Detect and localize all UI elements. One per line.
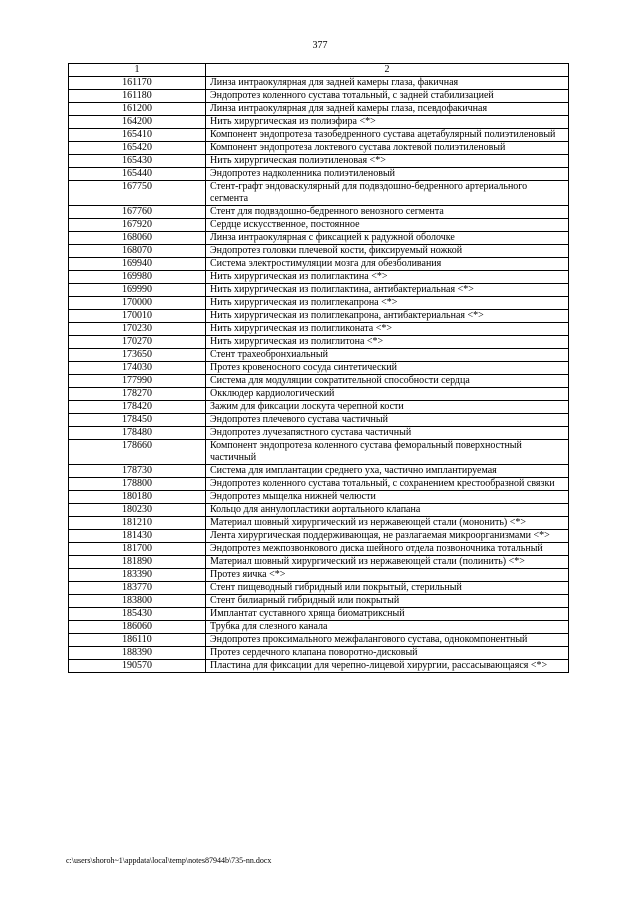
row-code-cell: 181890 [69, 556, 206, 569]
row-name-cell: Лента хирургическая поддерживающая, не разлагаемая микроорганизмами <*> [206, 530, 569, 543]
page-number: 377 [312, 40, 328, 51]
row-code-cell: 178800 [69, 478, 206, 491]
row-name-cell: Линза интраокулярная для задней камеры глаза, псевдофакичная [206, 103, 569, 116]
table-row [69, 90, 569, 103]
row-code-cell: 168060 [69, 232, 206, 245]
row-name-cell: Эндопротез межпозвонкового диска шейного отдела позвоночника тотальный [206, 543, 569, 556]
row-code-cell: 170270 [69, 336, 206, 349]
row-name-cell: Система для модуляции сократительной способности сердца [206, 375, 569, 388]
row-name-cell: Стент трахеобронхиальный [206, 349, 569, 362]
row-name-cell: Нить хирургическая полиэтиленовая <*> [206, 155, 569, 168]
row-name-cell: Эндопротез надколенника полиэтиленовый [206, 168, 569, 181]
row-code-cell: 167750 [69, 181, 206, 206]
table-row [69, 142, 569, 155]
row-code-cell: 181430 [69, 530, 206, 543]
table-row [69, 284, 569, 297]
table-row [69, 375, 569, 388]
row-code-cell: 165430 [69, 155, 206, 168]
row-code-cell: 181700 [69, 543, 206, 556]
column-header-name: 2 [206, 64, 569, 77]
table-row [69, 103, 569, 116]
row-code-cell: 178660 [69, 440, 206, 465]
row-code-cell: 183770 [69, 582, 206, 595]
table-row [69, 440, 569, 465]
row-code-cell: 177990 [69, 375, 206, 388]
row-code-cell: 178450 [69, 414, 206, 427]
table-row [69, 427, 569, 440]
table-row [69, 258, 569, 271]
row-name-cell: Нить хирургическая из полиглитона <*> [206, 336, 569, 349]
table-row [69, 517, 569, 530]
table-row [69, 465, 569, 478]
table-row [69, 232, 569, 245]
row-name-cell: Компонент эндопротеза коленного сустава феморальный поверхностный частичный [206, 440, 569, 465]
row-name-cell: Материал шовный хирургический из нержавеющей стали (мононить) <*> [206, 517, 569, 530]
row-code-cell: 169940 [69, 258, 206, 271]
table-body [69, 77, 569, 673]
table-row [69, 362, 569, 375]
row-code-cell: 165440 [69, 168, 206, 181]
row-name-cell: Компонент эндопротеза тазобедренного сустава ацетабулярный полиэтиленовый [206, 129, 569, 142]
row-code-cell: 178270 [69, 388, 206, 401]
table-row [69, 491, 569, 504]
row-code-cell: 183800 [69, 595, 206, 608]
row-name-cell: Компонент эндопротеза локтевого сустава локтевой полиэтиленовый [206, 142, 569, 155]
column-header-code: 1 [69, 64, 206, 77]
table-header-row [69, 64, 569, 77]
table-row [69, 634, 569, 647]
row-code-cell: 186060 [69, 621, 206, 634]
row-code-cell: 180230 [69, 504, 206, 517]
row-name-cell: Эндопротез проксимального межфалангового сустава, однокомпонентный [206, 634, 569, 647]
table-row [69, 310, 569, 323]
row-name-cell: Эндопротез плечевого сустава частичный [206, 414, 569, 427]
row-name-cell: Окклюдер кардиологический [206, 388, 569, 401]
row-name-cell: Эндопротез мыщелка нижней челюсти [206, 491, 569, 504]
table-row [69, 219, 569, 232]
implant-registry-table [68, 63, 569, 673]
row-code-cell: 165410 [69, 129, 206, 142]
footer-file-path: c:\users\shoroh~1\appdata\local\temp\notes87944b\735-nn.docx [66, 856, 272, 865]
row-code-cell: 170010 [69, 310, 206, 323]
row-code-cell: 178420 [69, 401, 206, 414]
table-row [69, 530, 569, 543]
row-code-cell: 178480 [69, 427, 206, 440]
row-code-cell: 167920 [69, 219, 206, 232]
row-code-cell: 174030 [69, 362, 206, 375]
row-code-cell: 188390 [69, 647, 206, 660]
row-name-cell: Нить хирургическая из полиглекапрона, антибактериальная <*> [206, 310, 569, 323]
row-name-cell: Стент для подвздошно-бедренного венозного сегмента [206, 206, 569, 219]
row-name-cell: Протез сердечного клапана поворотно-дисковый [206, 647, 569, 660]
table-row [69, 181, 569, 206]
table-row [69, 271, 569, 284]
table-row [69, 556, 569, 569]
row-name-cell: Нить хирургическая из полиглактина <*> [206, 271, 569, 284]
table-row [69, 206, 569, 219]
row-code-cell: 185430 [69, 608, 206, 621]
table-row [69, 478, 569, 491]
table-row [69, 595, 569, 608]
row-code-cell: 161170 [69, 77, 206, 90]
row-code-cell: 161180 [69, 90, 206, 103]
row-code-cell: 169980 [69, 271, 206, 284]
table-row [69, 116, 569, 129]
row-name-cell: Пластина для фиксации для черепно-лицевой хирургии, рассасывающаяся <*> [206, 660, 569, 673]
row-name-cell: Линза интраокулярная для задней камеры глаза, факичная [206, 77, 569, 90]
row-name-cell: Имплантат суставного хряща биоматриксный [206, 608, 569, 621]
row-name-cell: Эндопротез лучезапястного сустава частичный [206, 427, 569, 440]
row-code-cell: 180180 [69, 491, 206, 504]
table-row [69, 621, 569, 634]
row-name-cell: Система электростимуляции мозга для обезболивания [206, 258, 569, 271]
table-row [69, 168, 569, 181]
row-code-cell: 181210 [69, 517, 206, 530]
table-row [69, 414, 569, 427]
row-code-cell: 167760 [69, 206, 206, 219]
table-row [69, 388, 569, 401]
row-name-cell: Протез кровеносного сосуда синтетический [206, 362, 569, 375]
table-row [69, 245, 569, 258]
row-code-cell: 170000 [69, 297, 206, 310]
row-name-cell: Нить хирургическая из полиглактина, антибактериальная <*> [206, 284, 569, 297]
row-code-cell: 183390 [69, 569, 206, 582]
row-name-cell: Эндопротез головки плечевой кости, фиксируемый ножкой [206, 245, 569, 258]
table-row [69, 349, 569, 362]
table-row [69, 401, 569, 414]
row-name-cell: Кольцо для аннулопластики аортального клапана [206, 504, 569, 517]
row-code-cell: 165420 [69, 142, 206, 155]
row-name-cell: Система для имплантации среднего уха, частично имплантируемая [206, 465, 569, 478]
table-row [69, 582, 569, 595]
row-code-cell: 169990 [69, 284, 206, 297]
row-name-cell: Сердце искусственное, постоянное [206, 219, 569, 232]
table-row [69, 543, 569, 556]
row-name-cell: Стент билиарный гибридный или покрытый [206, 595, 569, 608]
row-name-cell: Линза интраокулярная с фиксацией к радужной оболочке [206, 232, 569, 245]
table-row [69, 647, 569, 660]
table-row [69, 323, 569, 336]
row-name-cell: Стент-графт эндоваскулярный для подвздошно-бедренного артериального сегмента [206, 181, 569, 206]
row-code-cell: 178730 [69, 465, 206, 478]
row-name-cell: Нить хирургическая из полиэфира <*> [206, 116, 569, 129]
row-name-cell: Эндопротез коленного сустава тотальный, с задней стабилизацией [206, 90, 569, 103]
row-name-cell: Протез яичка <*> [206, 569, 569, 582]
row-code-cell: 186110 [69, 634, 206, 647]
table-row [69, 129, 569, 142]
row-name-cell: Зажим для фиксации лоскута черепной кости [206, 401, 569, 414]
row-code-cell: 161200 [69, 103, 206, 116]
row-name-cell: Материал шовный хирургический из нержавеющей стали (полинить) <*> [206, 556, 569, 569]
row-name-cell: Нить хирургическая из полигликоната <*> [206, 323, 569, 336]
table-row [69, 155, 569, 168]
row-name-cell: Нить хирургическая из полиглекапрона <*> [206, 297, 569, 310]
row-code-cell: 170230 [69, 323, 206, 336]
row-code-cell: 190570 [69, 660, 206, 673]
table-row [69, 77, 569, 90]
table-row [69, 336, 569, 349]
row-name-cell: Эндопротез коленного сустава тотальный, с сохранением крестообразной связки [206, 478, 569, 491]
row-name-cell: Стент пищеводный гибридный или покрытый, стерильный [206, 582, 569, 595]
table-row [69, 504, 569, 517]
row-name-cell: Трубка для слезного канала [206, 621, 569, 634]
table-row [69, 297, 569, 310]
table-row [69, 608, 569, 621]
table-row [69, 569, 569, 582]
row-code-cell: 168070 [69, 245, 206, 258]
table-row [69, 660, 569, 673]
row-code-cell: 164200 [69, 116, 206, 129]
row-code-cell: 173650 [69, 349, 206, 362]
